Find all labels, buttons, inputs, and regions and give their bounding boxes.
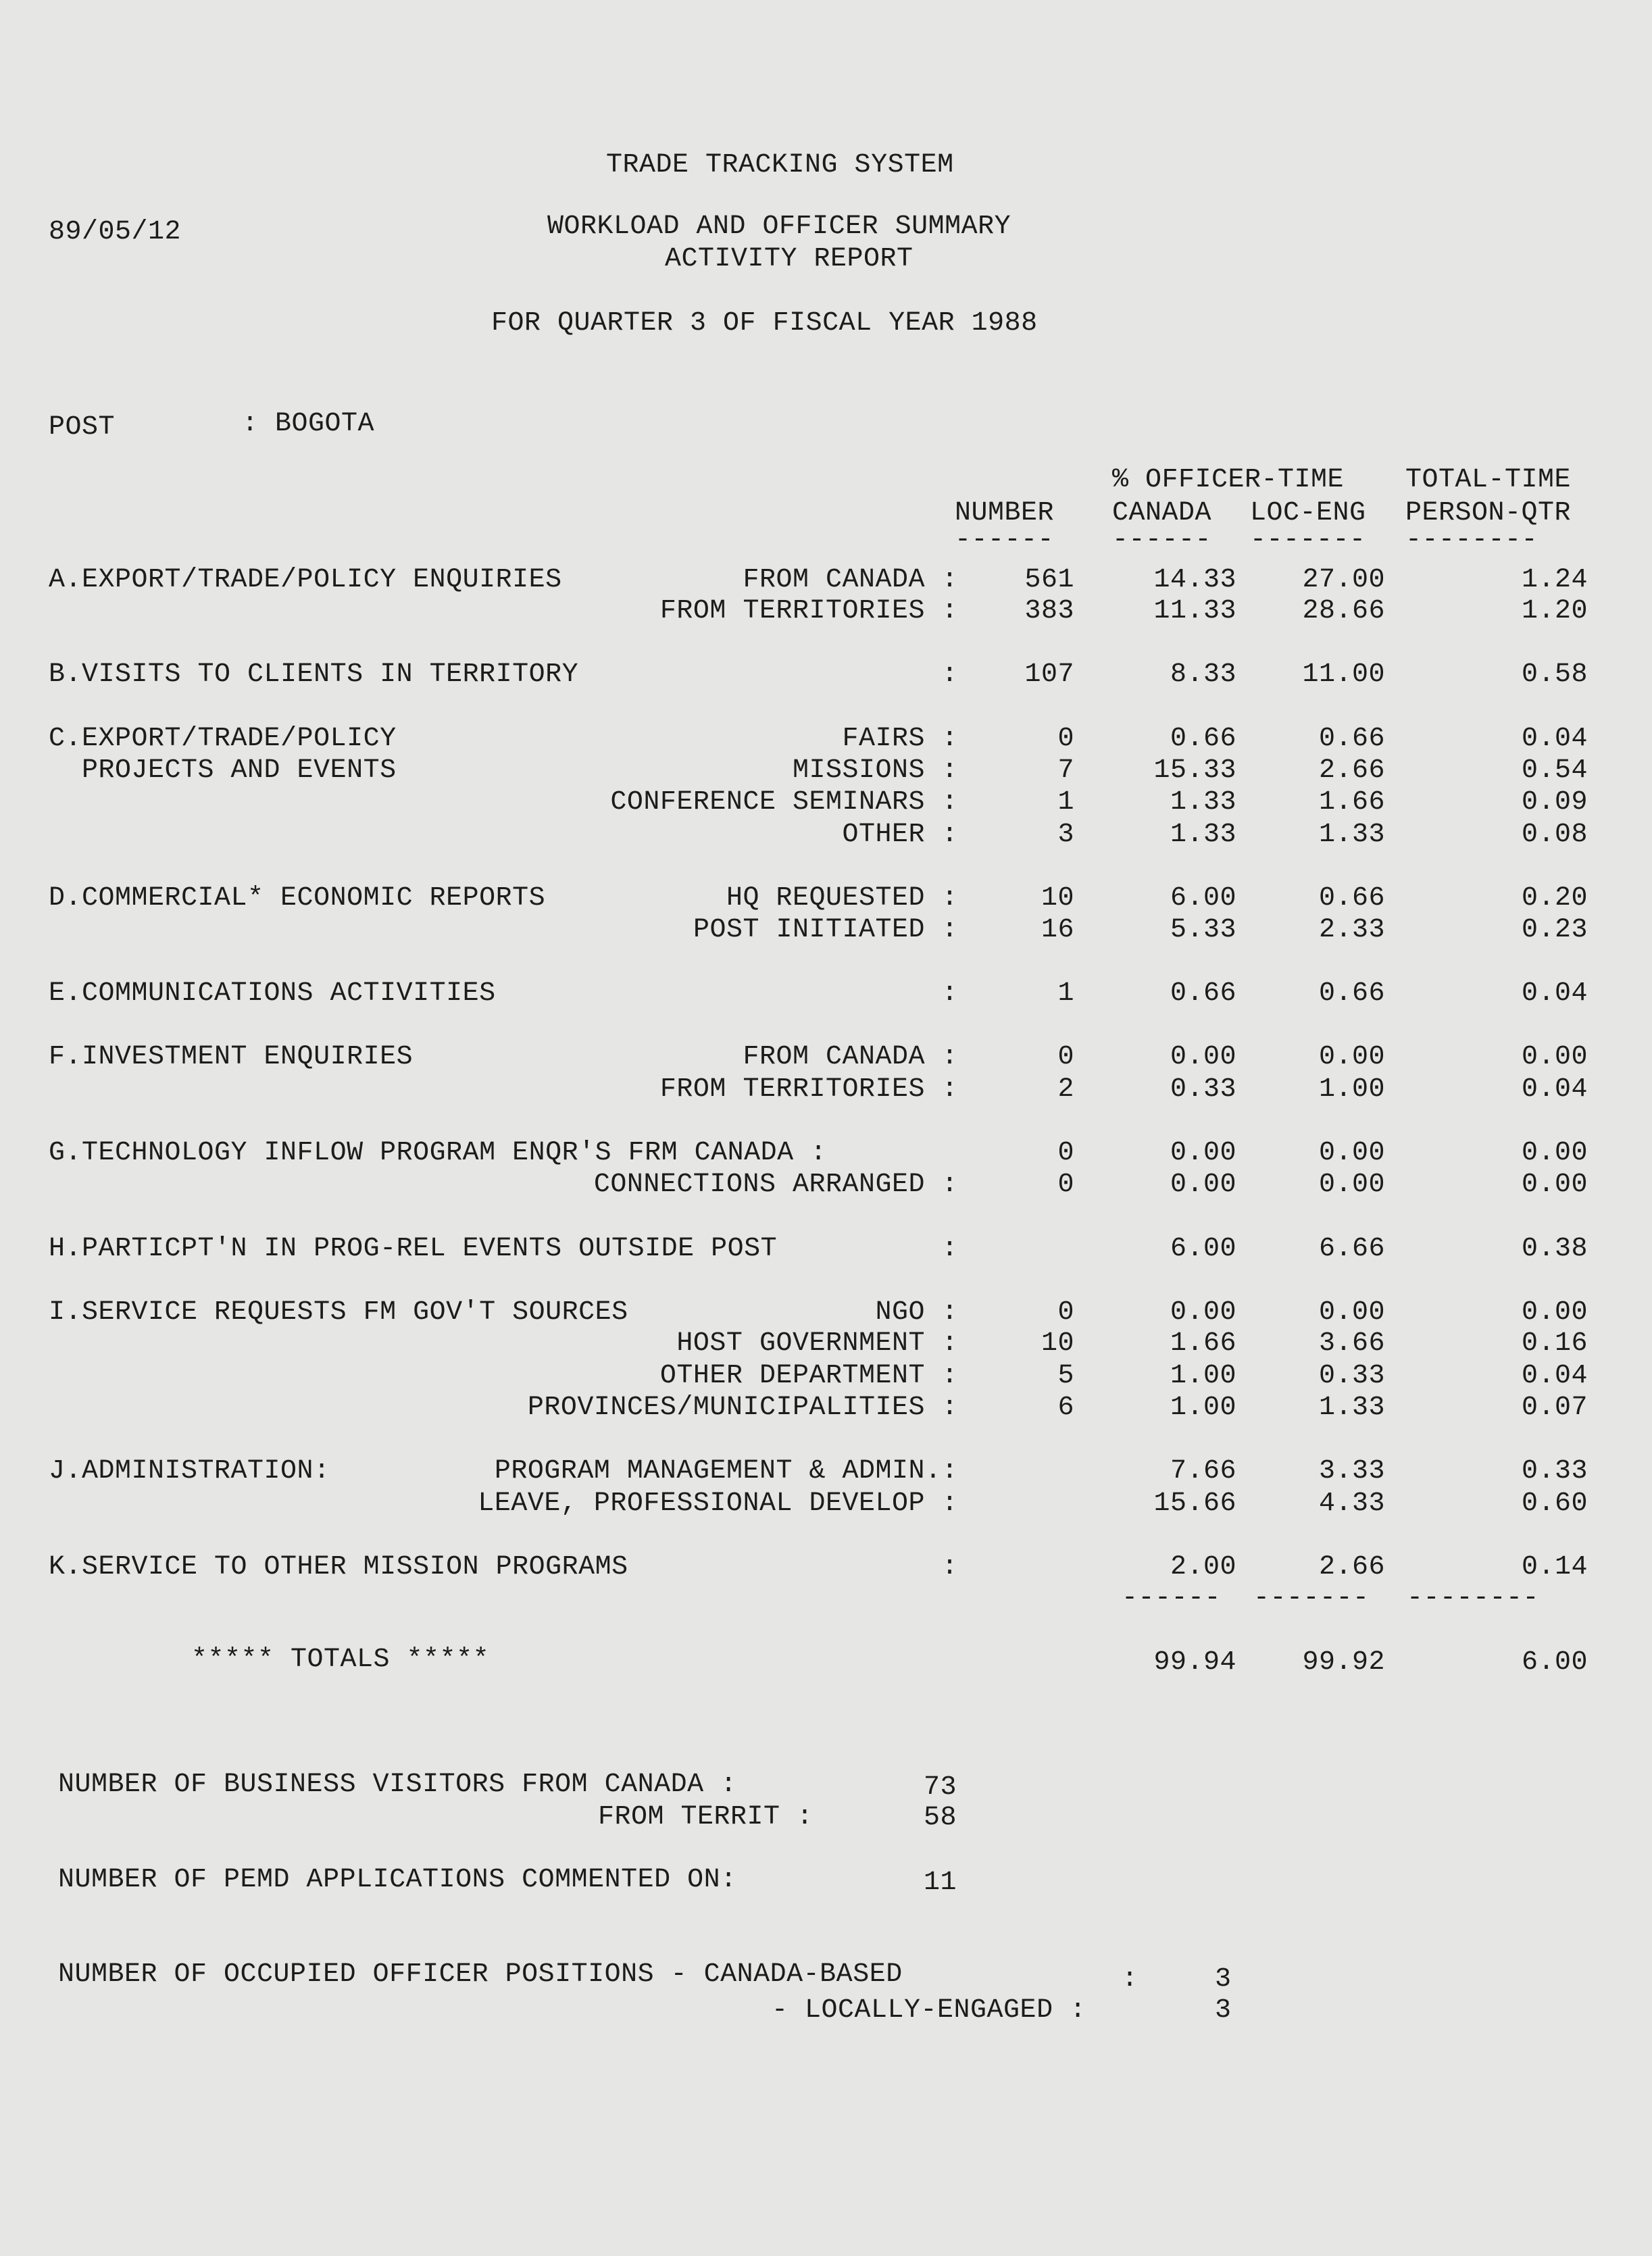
row-canada-pct: 2.00 (1170, 1552, 1236, 1582)
row-number: 5 (1057, 1361, 1074, 1391)
system-title: TRADE TRACKING SYSTEM (606, 150, 954, 180)
row-person-qtr: 0.60 (1521, 1488, 1588, 1519)
report-title: WORKLOAD AND OFFICER SUMMARY (547, 211, 1011, 242)
row-subcategory: FROM TERRITORIES : (659, 1074, 958, 1105)
row-person-qtr: 0.00 (1521, 1297, 1588, 1328)
row-number: 3 (1057, 820, 1074, 850)
row-loc-eng-pct: 0.33 (1318, 1361, 1385, 1391)
row-category: B.VISITS TO CLIENTS IN TERRITORY (49, 659, 579, 690)
row-subcategory: POST INITIATED : (693, 915, 958, 945)
row-subcategory: LEAVE, PROFESSIONAL DEVELOP : (478, 1488, 958, 1519)
post-value: : BOGOTA (242, 409, 375, 439)
row-person-qtr: 0.08 (1521, 820, 1588, 850)
row-loc-eng-pct: 0.00 (1318, 1042, 1385, 1072)
row-person-qtr: 0.00 (1521, 1042, 1588, 1072)
row-subcategory: FAIRS : (842, 724, 958, 754)
row-subcategory: HQ REQUESTED : (726, 883, 958, 913)
number-header: NUMBER (955, 498, 1055, 528)
row-canada-pct: 1.66 (1170, 1328, 1236, 1359)
row-loc-eng-pct: 0.00 (1318, 1170, 1385, 1200)
row-person-qtr: 0.33 (1521, 1456, 1588, 1486)
row-subcategory: NGO : (875, 1297, 958, 1328)
row-number: 1 (1057, 978, 1074, 1009)
row-number: 0 (1057, 1297, 1074, 1328)
row-number: 10 (1041, 883, 1074, 913)
row-loc-eng-pct: 3.33 (1318, 1456, 1385, 1486)
report-subtitle: ACTIVITY REPORT (665, 244, 913, 274)
row-number: 1 (1057, 787, 1074, 818)
officer-positions-label: NUMBER OF OCCUPIED OFFICER POSITIONS - CANADA-BASED (58, 1959, 903, 1990)
row-category: C.EXPORT/TRADE/POLICY (49, 724, 397, 754)
pemd-label: NUMBER OF PEMD APPLICATIONS COMMENTED ON: (58, 1865, 737, 1895)
row-category: PROJECTS AND EVENTS (49, 755, 397, 786)
row-canada-pct: 0.00 (1170, 1170, 1236, 1200)
row-person-qtr: 0.04 (1521, 724, 1588, 754)
row-canada-pct: 1.00 (1170, 1361, 1236, 1391)
row-person-qtr: 0.20 (1521, 883, 1588, 913)
row-loc-eng-pct: 2.33 (1318, 915, 1385, 945)
person-qtr-header: PERSON-QTR (1405, 498, 1572, 528)
row-loc-eng-pct: 0.66 (1318, 978, 1385, 1009)
row-number: 0 (1057, 1138, 1074, 1168)
row-person-qtr: 0.16 (1521, 1328, 1588, 1359)
row-subcategory: MISSIONS : (792, 755, 958, 786)
business-visitors-label: NUMBER OF BUSINESS VISITORS FROM CANADA : (58, 1770, 737, 1800)
row-subcategory: FROM CANADA : (743, 1042, 958, 1072)
row-canada-pct: 0.00 (1170, 1297, 1236, 1328)
row-category: K.SERVICE TO OTHER MISSION PROGRAMS (49, 1552, 628, 1582)
row-canada-pct: 15.66 (1153, 1488, 1236, 1519)
row-number: 2 (1057, 1074, 1074, 1105)
row-category: F.INVESTMENT ENQUIRIES (49, 1042, 414, 1072)
row-loc-eng-pct: 11.00 (1302, 659, 1385, 690)
row-person-qtr: 0.04 (1521, 1361, 1588, 1391)
row-canada-pct: 0.66 (1170, 724, 1236, 754)
report-period: FOR QUARTER 3 OF FISCAL YEAR 1988 (491, 308, 1038, 339)
row-subcategory: : (941, 659, 958, 690)
row-person-qtr: 0.09 (1521, 787, 1588, 818)
row-category: E.COMMUNICATIONS ACTIVITIES (49, 978, 496, 1009)
business-visitors-territ-label: FROM TERRIT : (598, 1802, 814, 1832)
totals-label: ***** TOTALS ***** (191, 1645, 490, 1675)
row-number: 0 (1057, 724, 1074, 754)
row-canada-pct: 1.33 (1170, 787, 1236, 818)
row-loc-eng-pct: 4.33 (1318, 1488, 1385, 1519)
row-person-qtr: 0.38 (1521, 1234, 1588, 1264)
row-canada-pct: 0.00 (1170, 1138, 1236, 1168)
row-canada-pct: 15.33 (1153, 755, 1236, 786)
row-loc-eng-pct: 1.33 (1318, 820, 1385, 850)
total-person-qtr-dashes: -------- (1407, 1583, 1540, 1613)
officer-time-header: % OFFICER-TIME (1112, 465, 1345, 495)
row-number: 107 (1024, 659, 1074, 690)
row-person-qtr: 0.23 (1521, 915, 1588, 945)
row-category: I.SERVICE REQUESTS FM GOV'T SOURCES (49, 1297, 628, 1328)
row-person-qtr: 1.24 (1521, 565, 1588, 595)
row-person-qtr: 0.58 (1521, 659, 1588, 690)
row-subcategory: HOST GOVERNMENT : (676, 1328, 958, 1359)
row-loc-eng-pct: 28.66 (1302, 596, 1385, 626)
row-loc-eng-pct: 0.00 (1318, 1138, 1385, 1168)
totals-loc-eng: 99.92 (1302, 1647, 1385, 1678)
business-visitors-canada: 73 (924, 1772, 957, 1803)
row-canada-pct: 7.66 (1170, 1456, 1236, 1486)
row-canada-pct: 1.33 (1170, 820, 1236, 850)
row-canada-pct: 0.00 (1170, 1042, 1236, 1072)
row-category: H.PARTICPT'N IN PROG-REL EVENTS OUTSIDE POST (49, 1234, 778, 1264)
row-number: 10 (1041, 1328, 1074, 1359)
report-date: 89/05/12 (49, 217, 182, 247)
row-person-qtr: 0.04 (1521, 1074, 1588, 1105)
row-person-qtr: 0.14 (1521, 1552, 1588, 1582)
row-person-qtr: 0.07 (1521, 1393, 1588, 1423)
row-canada-pct: 14.33 (1153, 565, 1236, 595)
totals-canada: 99.94 (1153, 1647, 1236, 1678)
loc-eng-underline: ------- (1250, 525, 1366, 555)
row-canada-pct: 0.66 (1170, 978, 1236, 1009)
row-number: 7 (1057, 755, 1074, 786)
row-person-qtr: 0.54 (1521, 755, 1588, 786)
officer-positions-local-label: - LOCALLY-ENGAGED : (772, 1995, 1086, 2026)
row-loc-eng-pct: 1.66 (1318, 787, 1385, 818)
row-number: 6 (1057, 1393, 1074, 1423)
row-canada-pct: 8.33 (1170, 659, 1236, 690)
total-canada-dashes: ------ (1122, 1583, 1222, 1613)
row-loc-eng-pct: 1.33 (1318, 1393, 1385, 1423)
row-subcategory: : (941, 978, 958, 1009)
row-subcategory: : (941, 1552, 958, 1582)
row-loc-eng-pct: 1.00 (1318, 1074, 1385, 1105)
row-number: 383 (1024, 596, 1074, 626)
canada-header: CANADA (1112, 498, 1212, 528)
row-category: D.COMMERCIAL* ECONOMIC REPORTS (49, 883, 546, 913)
business-visitors-territ: 58 (924, 1803, 957, 1833)
row-loc-eng-pct: 27.00 (1302, 565, 1385, 595)
row-loc-eng-pct: 2.66 (1318, 755, 1385, 786)
row-canada-pct: 6.00 (1170, 883, 1236, 913)
row-loc-eng-pct: 0.00 (1318, 1297, 1385, 1328)
officer-positions-canada-colon: : (1122, 1964, 1138, 1995)
row-subcategory: OTHER DEPARTMENT : (659, 1361, 958, 1391)
row-canada-pct: 1.00 (1170, 1393, 1236, 1423)
row-subcategory: CONNECTIONS ARRANGED : (593, 1170, 958, 1200)
number-underline: ------ (955, 525, 1055, 555)
row-loc-eng-pct: 0.66 (1318, 724, 1385, 754)
person-qtr-underline: -------- (1405, 525, 1538, 555)
total-loc-eng-dashes: ------- (1253, 1583, 1370, 1613)
row-canada-pct: 0.33 (1170, 1074, 1236, 1105)
row-subcategory: CONFERENCE SEMINARS : (610, 787, 958, 818)
row-loc-eng-pct: 0.66 (1318, 883, 1385, 913)
row-subcategory: : (941, 1234, 958, 1264)
post-label: POST (49, 412, 116, 443)
row-category: A.EXPORT/TRADE/POLICY ENQUIRIES (49, 565, 562, 595)
row-canada-pct: 6.00 (1170, 1234, 1236, 1264)
row-loc-eng-pct: 3.66 (1318, 1328, 1385, 1359)
loc-eng-header: LOC-ENG (1250, 498, 1366, 528)
row-person-qtr: 0.00 (1521, 1138, 1588, 1168)
officer-positions-local: 3 (1215, 1995, 1232, 2026)
row-person-qtr: 0.04 (1521, 978, 1588, 1009)
row-number: 561 (1024, 565, 1074, 595)
pemd-value: 11 (924, 1868, 957, 1898)
row-number: 0 (1057, 1042, 1074, 1072)
row-canada-pct: 11.33 (1153, 596, 1236, 626)
row-subcategory: PROVINCES/MUNICIPALITIES : (527, 1393, 958, 1423)
row-number: 16 (1041, 915, 1074, 945)
row-subcategory: FROM CANADA : (743, 565, 958, 595)
total-time-header: TOTAL-TIME (1405, 465, 1572, 495)
row-loc-eng-pct: 6.66 (1318, 1234, 1385, 1264)
row-subcategory: OTHER : (842, 820, 958, 850)
row-loc-eng-pct: 2.66 (1318, 1552, 1385, 1582)
row-person-qtr: 1.20 (1521, 596, 1588, 626)
row-person-qtr: 0.00 (1521, 1170, 1588, 1200)
row-subcategory: FROM TERRITORIES : (659, 596, 958, 626)
row-category: J.ADMINISTRATION: (49, 1456, 330, 1486)
totals-person-qtr: 6.00 (1521, 1647, 1588, 1678)
row-number: 0 (1057, 1170, 1074, 1200)
row-subcategory: PROGRAM MANAGEMENT & ADMIN.: (494, 1456, 958, 1486)
row-canada-pct: 5.33 (1170, 915, 1236, 945)
row-category: G.TECHNOLOGY INFLOW PROGRAM ENQR'S FRM CANADA : (49, 1138, 827, 1168)
canada-underline: ------ (1112, 525, 1212, 555)
officer-positions-canada: 3 (1215, 1964, 1232, 1995)
